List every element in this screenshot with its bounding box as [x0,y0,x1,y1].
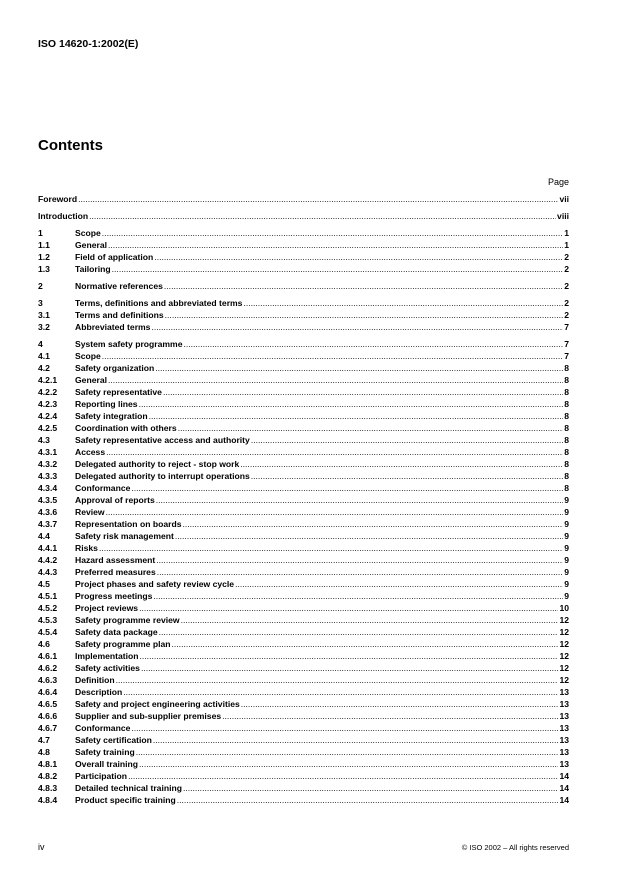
toc-entry-number: 4.4.1 [38,543,58,553]
copyright-notice: © ISO 2002 – All rights reserved [461,843,569,852]
toc-entry-title: Safety representative access and authority [75,435,250,445]
toc-entry-page: 8 [564,399,569,409]
toc-entry-number: 4.5 [38,579,50,589]
toc-entry-page: 10 [559,603,569,613]
toc-entry-page: 13 [559,687,569,697]
toc-entry-number: 4.3.2 [38,459,58,469]
toc-entry-title: Delegated authority to interrupt operations [75,471,250,481]
toc-entry-page: 14 [559,783,569,793]
toc-entry-title: Introduction [38,211,89,221]
toc-entry-title: General [75,375,108,385]
toc-entry[interactable] [38,386,569,398]
toc-entry-title: Terms, definitions and abbreviated terms [75,298,243,308]
toc-leader-dots [182,518,563,530]
toc-leader-dots [156,494,563,506]
toc-entry[interactable] [38,362,569,374]
toc-leader-dots [178,422,564,434]
toc-entry-title: Safety organization [75,363,155,373]
toc-entry-title: Tailoring [75,264,111,274]
toc-leader-dots [139,602,558,614]
toc-leader-dots [140,650,559,662]
toc-leader-dots [163,386,563,398]
toc-entry[interactable] [38,374,569,386]
toc-entry-page: 2 [564,298,569,308]
toc-entry-number: 4.6.6 [38,711,58,721]
toc-entry-number: 3 [38,298,43,308]
toc-entry-number: 4.6.1 [38,651,58,661]
toc-leader-dots [99,542,563,554]
toc-entry-number: 4.2.1 [38,375,58,385]
toc-entry-page: 9 [564,579,569,589]
toc-leader-dots [102,350,563,362]
toc-entry[interactable] [38,710,569,722]
toc-leader-dots [149,410,564,422]
toc-entry-title: Progress meetings [75,591,153,601]
toc-entry-title: Preferred measures [75,567,156,577]
toc-entry[interactable] [38,530,569,542]
toc-entry[interactable] [38,506,569,518]
toc-entry-number: 4.3.5 [38,495,58,505]
toc-entry-title: Safety and project engineering activities [75,699,240,709]
toc-entry-page: 7 [564,322,569,332]
document-header: ISO 14620-1:2002(E) [38,38,139,50]
toc-entry-page: 7 [564,351,569,361]
toc-entry-title: Safety programme review [75,615,180,625]
toc-entry-title: Scope [75,351,101,361]
toc-entry[interactable] [38,280,569,292]
toc-leader-dots [153,590,563,602]
toc-entry[interactable] [38,674,569,686]
toc-entry-title: Participation [75,771,128,781]
toc-entry-page: viii [557,211,569,221]
toc-entry-title: Safety programme plan [75,639,171,649]
toc-entry-page: 9 [564,507,569,517]
toc-entry-page: 13 [559,747,569,757]
toc-entry-title: General [75,240,108,250]
toc-entry-number: 4.6.5 [38,699,58,709]
toc-leader-dots [155,362,563,374]
toc-entry-page: 8 [564,363,569,373]
toc-entry[interactable] [38,518,569,530]
toc-entry-number: 4.5.3 [38,615,58,625]
toc-leader-dots [243,297,563,309]
toc-leader-dots [177,794,559,806]
toc-entry-page: 12 [559,663,569,673]
toc-entry-title: Risks [75,543,98,553]
toc-leader-dots [151,321,563,333]
toc-entry[interactable] [38,494,569,506]
toc-entry[interactable] [38,554,569,566]
toc-entry-title: System safety programme [75,339,183,349]
toc-leader-dots [89,210,556,222]
toc-entry-page: 12 [559,639,569,649]
toc-entry-page: 9 [564,555,569,565]
toc-entry[interactable] [38,482,569,494]
toc-entry-number: 4.6.2 [38,663,58,673]
toc-entry-number: 4.5.4 [38,627,58,637]
toc-entry-number: 4.8.4 [38,795,58,805]
toc-entry-title: Safety data package [75,627,158,637]
toc-entry-number: 4.2 [38,363,50,373]
toc-entry-page: 9 [564,495,569,505]
toc-entry-title: Foreword [38,194,78,204]
toc-entry-number: 4.3.7 [38,519,58,529]
toc-entry[interactable] [38,794,569,806]
toc-entry-title: Safety training [75,747,135,757]
toc-entry-page: 12 [559,615,569,625]
toc-entry-title: Delegated authority to reject - stop work [75,459,240,469]
toc-leader-dots [183,338,563,350]
toc-entry-title: Safety certification [75,735,152,745]
toc-leader-dots [139,398,564,410]
toc-entry-number: 4.5.2 [38,603,58,613]
toc-entry-number: 4.6.4 [38,687,58,697]
toc-leader-dots [240,458,563,470]
toc-entry-number: 2 [38,281,43,291]
toc-leader-dots [159,626,559,638]
toc-entry-number: 4.3.3 [38,471,58,481]
toc-entry-page: 7 [564,339,569,349]
toc-entry-page: 8 [564,483,569,493]
toc-entry-page: 8 [564,447,569,457]
page-number: iv [38,842,45,852]
toc-entry-page: 13 [559,699,569,709]
toc-entry-page: 12 [559,627,569,637]
toc-leader-dots [123,686,558,698]
toc-entry-page: 13 [559,735,569,745]
toc-entry-number: 4.6 [38,639,50,649]
toc-entry-page: 8 [564,459,569,469]
toc-leader-dots [165,309,564,321]
toc-entry-page: 9 [564,519,569,529]
toc-leader-dots [131,722,558,734]
toc-entry-number: 3.2 [38,322,50,332]
toc-leader-dots [141,662,558,674]
toc-entry-title: Safety integration [75,411,148,421]
toc-entry-number: 4.2.4 [38,411,58,421]
toc-entry-number: 4.5.1 [38,591,58,601]
toc-entry-page: 13 [559,759,569,769]
toc-entry[interactable] [38,309,569,321]
toc-leader-dots [157,566,563,578]
toc-entry[interactable] [38,350,569,362]
toc-entry-page: 12 [559,675,569,685]
toc-entry[interactable] [38,782,569,794]
toc-entry-page: 1 [564,240,569,250]
toc-entry-title: Reporting lines [75,399,138,409]
toc-entry[interactable] [38,470,569,482]
toc-entry[interactable] [38,410,569,422]
toc-entry-number: 1 [38,228,43,238]
toc-entry-number: 4.8.3 [38,783,58,793]
toc-entry[interactable] [38,338,569,350]
toc-entry-page: 9 [564,567,569,577]
toc-entry-title: Supplier and sub-supplier premises [75,711,222,721]
toc-entry-page: 2 [564,281,569,291]
toc-entry-title: Access [75,447,106,457]
toc-leader-dots [172,638,559,650]
toc-entry-number: 4.7 [38,735,50,745]
toc-entry[interactable] [38,239,569,251]
toc-entry-title: Safety representative [75,387,162,397]
toc-leader-dots [136,746,559,758]
toc-entry-number: 4 [38,339,43,349]
toc-entry[interactable] [38,722,569,734]
toc-entry-number: 4.8.2 [38,771,58,781]
toc-entry[interactable] [38,542,569,554]
toc-entry[interactable] [38,578,569,590]
toc-leader-dots [106,506,564,518]
toc-leader-dots [235,578,563,590]
toc-entry-number: 1.3 [38,264,50,274]
toc-leader-dots [154,251,563,263]
toc-entry[interactable] [38,297,569,309]
toc-entry[interactable] [38,446,569,458]
page-column-label: Page [547,177,569,187]
toc-entry[interactable] [38,698,569,710]
toc-entry-page: 8 [564,471,569,481]
toc-leader-dots [108,374,563,386]
toc-leader-dots [183,782,558,794]
toc-entry-number: 4.4 [38,531,50,541]
toc-entry-page: 2 [564,264,569,274]
contents-title: Contents [38,137,103,154]
toc-entry[interactable] [38,686,569,698]
toc-entry[interactable] [38,210,569,222]
toc-entry-title: Normative references [75,281,163,291]
toc-leader-dots [112,263,564,275]
toc-entry-number: 4.3.6 [38,507,58,517]
toc-leader-dots [164,280,563,292]
toc-entry[interactable] [38,251,569,263]
toc-entry-number: 4.6.3 [38,675,58,685]
toc-entry-title: Field of application [75,252,154,262]
toc-entry-page: 14 [559,771,569,781]
toc-entry-title: Review [75,507,105,517]
toc-entry[interactable] [38,458,569,470]
toc-leader-dots [251,434,563,446]
toc-entry-number: 4.3.1 [38,447,58,457]
toc-leader-dots [241,698,559,710]
toc-entry-title: Conformance [75,723,131,733]
toc-entry[interactable] [38,650,569,662]
toc-leader-dots [128,770,558,782]
toc-leader-dots [251,470,563,482]
toc-entry-title: Conformance [75,483,131,493]
table-of-contents [38,193,569,806]
toc-entry[interactable] [38,321,569,333]
toc-entry-number: 1.1 [38,240,50,250]
toc-entry[interactable] [38,227,569,239]
toc-entry[interactable] [38,662,569,674]
toc-entry-title: Safety activities [75,663,140,673]
toc-entry-title: Project phases and safety review cycle [75,579,235,589]
toc-entry[interactable] [38,626,569,638]
toc-leader-dots [175,530,563,542]
toc-entry-title: Coordination with others [75,423,177,433]
toc-entry-page: 1 [564,228,569,238]
toc-entry[interactable] [38,434,569,446]
toc-entry-page: 13 [559,723,569,733]
toc-entry-number: 4.8.1 [38,759,58,769]
toc-entry[interactable] [38,590,569,602]
toc-entry-title: Approval of reports [75,495,155,505]
toc-entry-page: 9 [564,531,569,541]
toc-leader-dots [108,239,563,251]
toc-leader-dots [181,614,559,626]
toc-leader-dots [102,227,563,239]
toc-entry-title: Safety risk management [75,531,174,541]
toc-entry-title: Overall training [75,759,139,769]
toc-entry[interactable] [38,734,569,746]
toc-entry[interactable] [38,602,569,614]
toc-entry-page: 2 [564,252,569,262]
toc-entry-page: vii [559,194,569,204]
toc-leader-dots [131,482,563,494]
toc-entry[interactable] [38,770,569,782]
toc-entry-number: 4.6.7 [38,723,58,733]
toc-leader-dots [139,758,558,770]
toc-leader-dots [153,734,559,746]
toc-entry-number: 4.4.2 [38,555,58,565]
toc-entry-number: 4.4.3 [38,567,58,577]
toc-entry[interactable] [38,758,569,770]
toc-entry-title: Description [75,687,123,697]
toc-entry[interactable] [38,422,569,434]
toc-entry-number: 1.2 [38,252,50,262]
toc-entry-title: Scope [75,228,101,238]
toc-leader-dots [222,710,558,722]
toc-entry[interactable] [38,566,569,578]
toc-leader-dots [156,554,563,566]
toc-entry-number: 3.1 [38,310,50,320]
toc-entry-title: Detailed technical training [75,783,182,793]
toc-entry-number: 4.3 [38,435,50,445]
toc-entry-title: Abbreviated terms [75,322,151,332]
toc-entry-number: 4.2.5 [38,423,58,433]
toc-leader-dots [78,193,558,205]
toc-entry-number: 4.2.3 [38,399,58,409]
toc-entry-page: 14 [559,795,569,805]
toc-entry-page: 8 [564,387,569,397]
toc-entry-page: 8 [564,411,569,421]
toc-entry-number: 4.1 [38,351,50,361]
toc-entry-page: 13 [559,711,569,721]
toc-entry-page: 8 [564,375,569,385]
toc-entry-title: Representation on boards [75,519,182,529]
toc-entry-page: 9 [564,543,569,553]
toc-entry-title: Project reviews [75,603,139,613]
toc-entry-title: Hazard assessment [75,555,156,565]
toc-entry-number: 4.2.2 [38,387,58,397]
toc-entry-page: 8 [564,423,569,433]
toc-entry[interactable] [38,193,569,205]
toc-entry-title: Implementation [75,651,139,661]
toc-entry-page: 2 [564,310,569,320]
toc-entry-page: 8 [564,435,569,445]
toc-entry-title: Terms and definitions [75,310,164,320]
toc-entry-page: 12 [559,651,569,661]
toc-entry[interactable] [38,263,569,275]
toc-leader-dots [116,674,559,686]
toc-entry-page: 9 [564,591,569,601]
toc-leader-dots [106,446,563,458]
toc-entry-title: Definition [75,675,115,685]
toc-entry[interactable] [38,746,569,758]
toc-entry[interactable] [38,638,569,650]
toc-entry[interactable] [38,398,569,410]
toc-entry-number: 4.3.4 [38,483,58,493]
toc-entry-number: 4.8 [38,747,50,757]
toc-entry[interactable] [38,614,569,626]
toc-entry-title: Product specific training [75,795,176,805]
